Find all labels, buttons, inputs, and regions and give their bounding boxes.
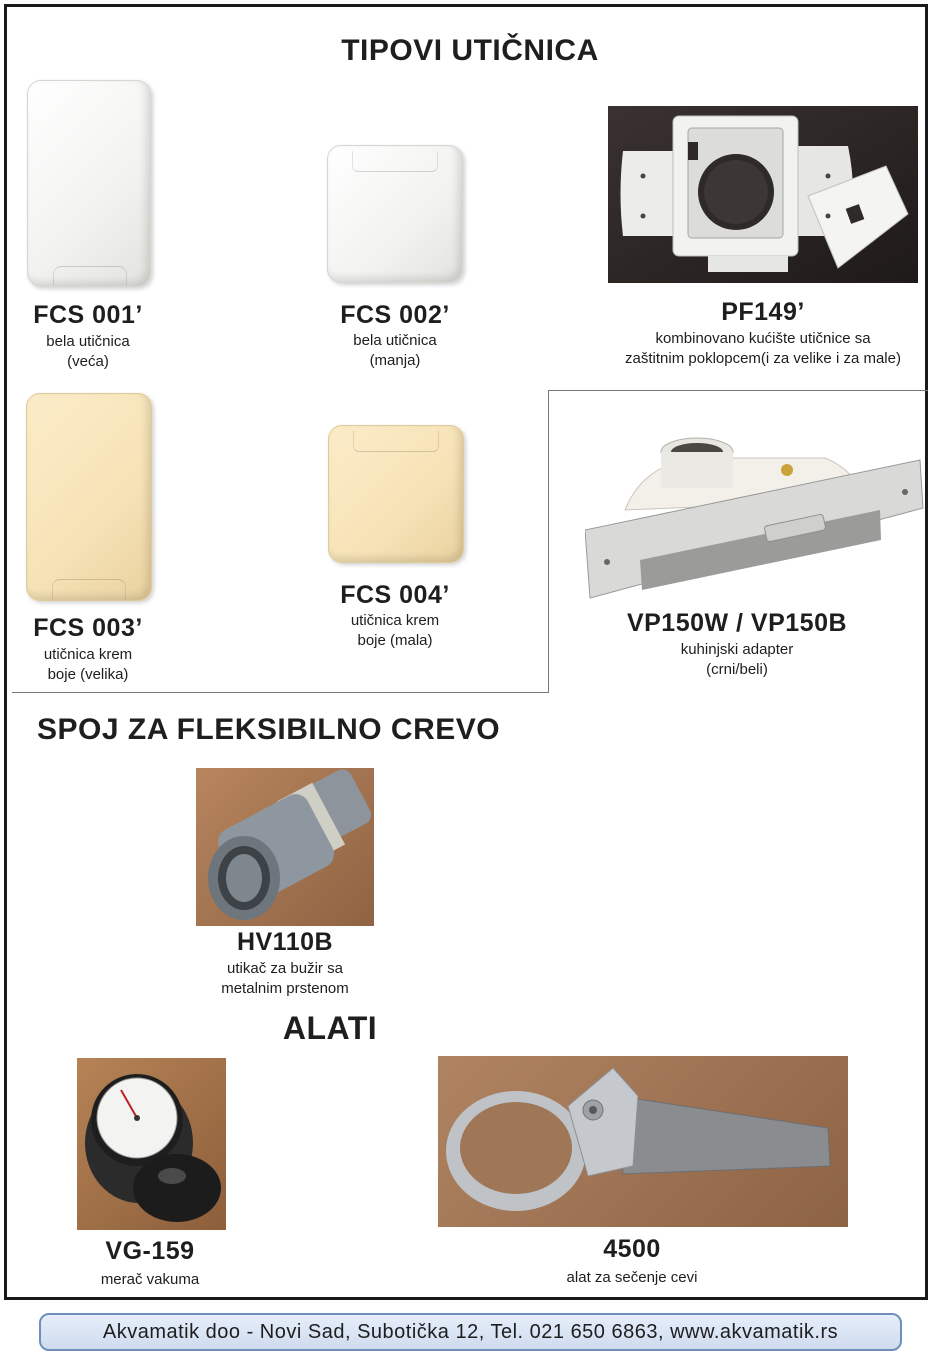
tool4500-image [438, 1056, 848, 1227]
fcs003-code: FCS 003’ [33, 614, 143, 642]
vp150-desc-line2: (crni/beli) [706, 661, 768, 678]
fcs002-desc-line1: bela utičnica [353, 332, 437, 349]
pf149-code: PF149’ [721, 298, 805, 326]
hv110b-image [196, 768, 374, 926]
vp150-desc-line1: kuhinjski adapter [680, 641, 794, 658]
tool4500-code: 4500 [603, 1235, 661, 1263]
tool4500-desc: alat za sečenje cevi [566, 1269, 698, 1286]
hv110b-code: HV110B [236, 928, 334, 956]
fcs001-desc-line1: bela utičnica [46, 333, 130, 350]
fcs003-desc-line1: utičnica krem [43, 646, 133, 663]
pf149-desc-line2: zaštitnim poklopcem(i za velike i za male) [625, 350, 901, 367]
fcs004-image [328, 425, 465, 565]
fcs003-image [26, 393, 154, 603]
pf149-image [608, 106, 918, 283]
fcs004-code: FCS 004’ [340, 581, 450, 609]
fcs002-image [327, 145, 464, 285]
pf149-desc-line1: kombinovano kućište utičnice sa [655, 330, 871, 347]
fcs003-desc-line2: boje (velika) [47, 666, 129, 683]
footer-contact: Akvamatik doo - Novi Sad, Subotička 12, Tel. 021 650 6863, www.akvamatik.rs [39, 1313, 902, 1351]
vp150-code: VP150W / VP150B [626, 609, 848, 637]
fcs002-code: FCS 002’ [340, 301, 450, 329]
divider-right-top [548, 390, 928, 391]
section-title-socket-types: TIPOVI UTIČNICA [341, 34, 599, 67]
fcs001-desc-line2: (veća) [67, 353, 109, 370]
vg159-code: VG-159 [105, 1237, 195, 1265]
fcs001-image [27, 80, 152, 290]
divider-left-bottom [12, 692, 549, 693]
vp150-image [585, 430, 925, 610]
section-title-flexible-hose: SPOJ ZA FLEKSIBILNO CREVO [37, 713, 501, 746]
fcs001-code: FCS 001’ [33, 301, 143, 329]
hv110b-desc-line2: metalnim prstenom [221, 980, 349, 997]
vg159-desc: merač vakuma [100, 1271, 200, 1288]
fcs002-desc-line2: (manja) [369, 352, 421, 369]
hv110b-desc-line1: utikač za bužir sa [227, 960, 343, 977]
divider-vertical [548, 390, 549, 693]
fcs004-desc-line1: utičnica krem [350, 612, 440, 629]
fcs004-desc-line2: boje (mala) [357, 632, 433, 649]
section-title-tools: ALATI [282, 1010, 378, 1046]
vg159-image [77, 1058, 226, 1230]
